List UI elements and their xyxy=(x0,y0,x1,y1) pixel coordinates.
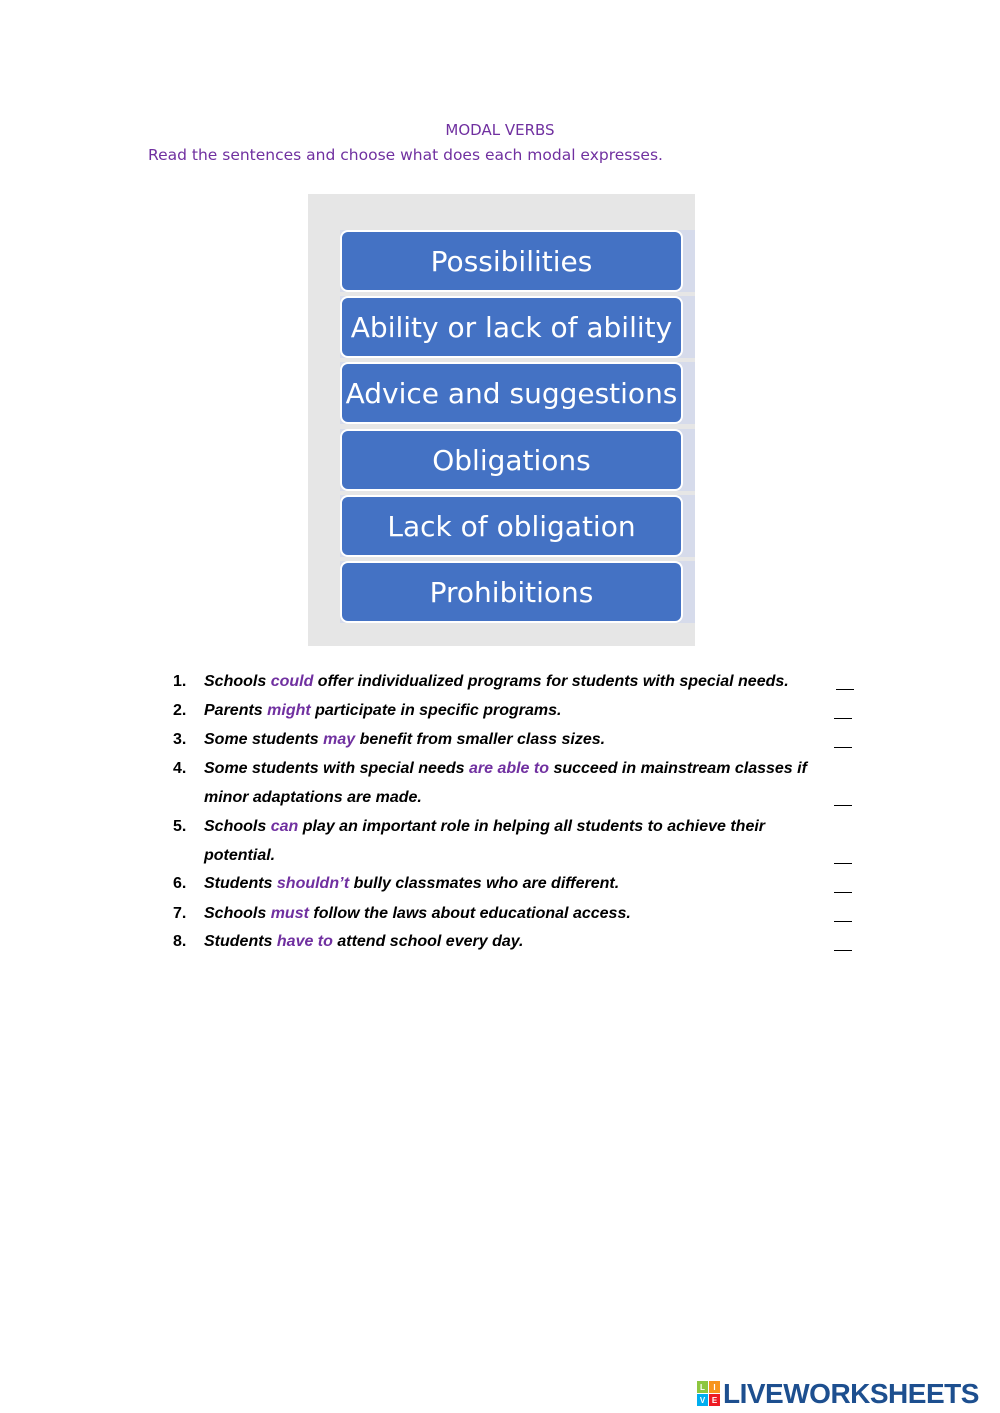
sentence-text: follow the laws about educational access. xyxy=(308,905,631,922)
logo-letter: V xyxy=(697,1394,708,1406)
modal-verb: must xyxy=(270,905,309,922)
category-row xyxy=(340,429,695,491)
answer-blank-3[interactable] xyxy=(834,747,852,748)
categories-panel xyxy=(308,194,695,646)
answer-blank-7[interactable] xyxy=(834,921,852,922)
sentence-text: attend school every day. xyxy=(332,933,524,950)
sentence-text: play an important role in helping all students to achieve their xyxy=(298,818,766,835)
sentence-text: offer individualized programs for students with special needs. xyxy=(313,673,789,690)
category-prohibitions[interactable]: Prohibitions xyxy=(340,561,683,623)
sentence-number: 5. xyxy=(173,818,187,835)
modal-verb: shouldn’t xyxy=(276,875,350,892)
sentence-number: 4. xyxy=(173,760,187,777)
logo-icon xyxy=(697,1381,721,1407)
sentence-7 xyxy=(204,905,631,923)
sentence-text: Students xyxy=(204,933,277,950)
logo-letter: E xyxy=(709,1394,720,1406)
category-row xyxy=(340,561,695,623)
answer-blank-8[interactable] xyxy=(834,950,852,951)
sentence-text: participate in specific programs. xyxy=(310,702,562,719)
sentence-4 xyxy=(204,760,807,778)
category-ability[interactable]: Ability or lack of ability xyxy=(340,296,683,358)
sentence-text: Some students with special needs xyxy=(204,760,469,777)
sentence-number: 8. xyxy=(173,933,187,950)
modal-verb: could xyxy=(270,673,314,690)
sentence-number: 6. xyxy=(173,875,187,892)
sentence-number: 7. xyxy=(173,905,187,922)
sentence-number: 3. xyxy=(173,731,187,748)
sentence-1 xyxy=(204,673,789,691)
sentence-5 xyxy=(204,818,765,836)
sentence-text: Some students xyxy=(204,731,324,748)
sentence-text: bully classmates who are different. xyxy=(349,875,620,892)
category-obligations[interactable]: Obligations xyxy=(340,429,683,491)
modal-verb: can xyxy=(270,818,299,835)
sentence-2 xyxy=(204,702,561,720)
sentence-8 xyxy=(204,933,524,951)
category-row xyxy=(340,296,695,358)
sentence-text: benefit from smaller class sizes. xyxy=(355,731,606,748)
modal-verb: might xyxy=(267,702,311,719)
category-possibilities[interactable]: Possibilities xyxy=(340,230,683,292)
category-row xyxy=(340,362,695,424)
sentence-text: succeed in mainstream classes if xyxy=(549,760,807,777)
sentence-3 xyxy=(204,731,605,749)
answer-blank-2[interactable] xyxy=(834,718,852,719)
modal-verb: are able to xyxy=(468,760,549,777)
answer-blank-6[interactable] xyxy=(834,892,852,893)
answer-blank-5[interactable] xyxy=(834,863,852,864)
category-lack-of-obligation[interactable]: Lack of obligation xyxy=(340,495,683,557)
sentence-text: Schools xyxy=(204,905,271,922)
sentence-text: Students xyxy=(204,875,277,892)
liveworksheets-logo xyxy=(697,1378,979,1410)
sentence-text: Parents xyxy=(204,702,268,719)
sentence-number: 1. xyxy=(173,673,187,690)
category-row xyxy=(340,495,695,557)
modal-verb: may xyxy=(323,731,356,748)
page-title: MODAL VERBS xyxy=(445,121,555,139)
answer-blank-1[interactable] xyxy=(836,689,854,690)
sentence-text: Schools xyxy=(204,673,271,690)
logo-letter: I xyxy=(709,1381,720,1393)
category-row xyxy=(340,230,695,292)
category-advice[interactable]: Advice and suggestions xyxy=(340,362,683,424)
sentence-number: 2. xyxy=(173,702,187,719)
logo-letter: L xyxy=(697,1381,708,1393)
sentence-text: Schools xyxy=(204,818,271,835)
sentence-5-continued: potential. xyxy=(204,847,276,864)
sentence-6 xyxy=(204,875,619,893)
instructions: Read the sentences and choose what does each modal expresses. xyxy=(148,146,663,164)
sentence-4-continued: minor adaptations are made. xyxy=(204,789,422,806)
modal-verb: have to xyxy=(276,933,333,950)
answer-blank-4[interactable] xyxy=(834,805,852,806)
logo-text: LIVEWORKSHEETS xyxy=(723,1378,979,1409)
